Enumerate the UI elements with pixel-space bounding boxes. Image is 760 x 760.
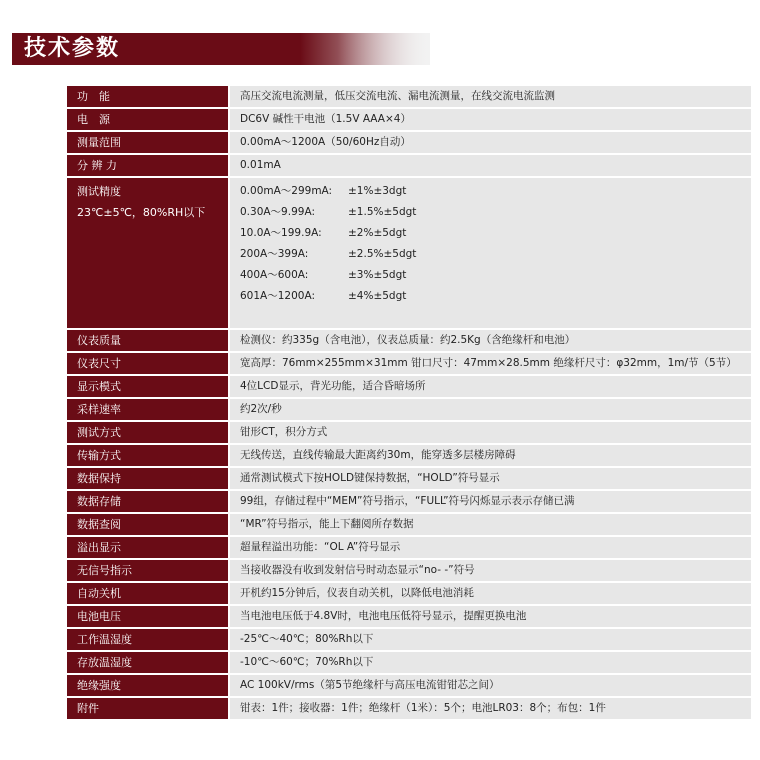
spec-value: 检测仪：约335g（含电池），仪表总质量：约2.5Kg（含绝缘杆和电池）	[228, 330, 751, 353]
spec-value: 超量程溢出功能：“OL A”符号显示	[228, 537, 751, 560]
spec-value: 当电池电压低于4.8V时，电池电压低符号显示，提醒更换电池	[228, 606, 751, 629]
spec-label: 显示模式	[67, 376, 228, 399]
spec-value: 0.00mA～1200A（50/60Hz自动）	[228, 132, 751, 155]
spec-label: 采样速率	[67, 399, 228, 422]
spec-label: 电池电压	[67, 606, 228, 629]
spec-value: 钳形CT，积分方式	[228, 422, 751, 445]
spec-label: 无信号指示	[67, 560, 228, 583]
spec-value: 高压交流电流测量，低压交流电流、漏电流测量，在线交流电流监测	[228, 86, 751, 109]
spec-label: 存放温湿度	[67, 652, 228, 675]
spec-value: 99组，存储过程中“MEM”符号指示，“FULL”符号闪烁显示表示存储已满	[228, 491, 751, 514]
spec-value: 无线传送，直线传输最大距离约30m，能穿透多层楼房障碍	[228, 445, 751, 468]
spec-value: 宽高厚：76mm×255mm×31mm 钳口尺寸：47mm×28.5mm 绝缘杆尺寸：φ32mm，1m/节（5节）	[228, 353, 751, 376]
spec-value: 4位LCD显示，背光功能，适合昏暗场所	[228, 376, 751, 399]
spec-row	[67, 330, 751, 353]
accuracy-range: 10.0A～199.9A:	[240, 227, 322, 239]
spec-value: DC6V 碱性干电池（1.5V AAA×4）	[228, 109, 751, 132]
accuracy-condition: 23℃±5℃，80%RH以下	[77, 206, 206, 219]
spec-label: 电 源	[67, 109, 228, 132]
accuracy-tolerance: ±2%±5dgt	[348, 227, 407, 239]
section-title: 技术参数	[24, 36, 121, 61]
spec-label: 附件	[67, 698, 228, 721]
accuracy-range: 0.00mA～299mA:	[240, 185, 333, 197]
spec-value: “MR”符号指示，能上下翻阅所存数据	[228, 514, 751, 537]
spec-label: 数据保持	[67, 468, 228, 491]
spec-label: 工作温湿度	[67, 629, 228, 652]
spec-row	[67, 445, 751, 468]
spec-label: 测试方式	[67, 422, 228, 445]
accuracy-range: 601A～1200A:	[240, 290, 315, 302]
accuracy-line	[240, 244, 751, 265]
spec-value: 0.01mA	[228, 155, 751, 178]
spec-label: 传输方式	[67, 445, 228, 468]
spec-row	[67, 537, 751, 560]
spec-value: -10℃～60℃；70%Rh以下	[228, 652, 751, 675]
accuracy-line	[240, 265, 751, 286]
spec-row	[67, 468, 751, 491]
spec-row-accuracy	[67, 178, 751, 330]
spec-row	[67, 514, 751, 537]
spec-row	[67, 675, 751, 698]
accuracy-tolerance: ±3%±5dgt	[348, 269, 407, 281]
spec-label: 溢出显示	[67, 537, 228, 560]
spec-label: 自动关机	[67, 583, 228, 606]
spec-row	[67, 422, 751, 445]
spec-row	[67, 399, 751, 422]
spec-label: 数据查阅	[67, 514, 228, 537]
spec-label: 分 辨 力	[67, 155, 228, 178]
accuracy-tolerance: ±4%±5dgt	[348, 290, 407, 302]
spec-row	[67, 353, 751, 376]
spec-row	[67, 652, 751, 675]
spec-row	[67, 606, 751, 629]
spec-row	[67, 132, 751, 155]
spec-value: 通常测试模式下按HOLD键保持数据，“HOLD”符号显示	[228, 468, 751, 491]
spec-value: 开机约15分钟后，仪表自动关机，以降低电池消耗	[228, 583, 751, 606]
spec-row	[67, 155, 751, 178]
accuracy-range: 0.30A～9.99A:	[240, 206, 315, 218]
accuracy-range: 200A～399A:	[240, 248, 309, 260]
accuracy-range: 400A～600A:	[240, 269, 309, 281]
spec-value: AC 100kV/rms（第5节绝缘杆与高压电流钳钳芯之间）	[228, 675, 751, 698]
spec-row	[67, 629, 751, 652]
spec-value: 约2次/秒	[228, 399, 751, 422]
spec-label: 仪表尺寸	[67, 353, 228, 376]
spec-value-accuracy	[228, 178, 751, 330]
spec-label-accuracy	[67, 178, 228, 330]
spec-row	[67, 698, 751, 721]
accuracy-line	[240, 223, 751, 244]
spec-table	[67, 86, 751, 721]
spec-label: 绝缘强度	[67, 675, 228, 698]
spec-value: -25℃～40℃；80%Rh以下	[228, 629, 751, 652]
accuracy-tolerance: ±1%±3dgt	[348, 185, 407, 197]
accuracy-tolerance: ±1.5%±5dgt	[348, 206, 417, 218]
spec-label: 测量范围	[67, 132, 228, 155]
spec-value: 钳表：1件；接收器：1件；绝缘杆（1米）：5个；电池LR03：8个；布包：1件	[228, 698, 751, 721]
accuracy-line	[240, 181, 751, 202]
accuracy-line	[240, 286, 751, 307]
spec-row	[67, 583, 751, 606]
spec-row	[67, 560, 751, 583]
spec-label: 功 能	[67, 86, 228, 109]
spec-row	[67, 109, 751, 132]
spec-label: 仪表质量	[67, 330, 228, 353]
accuracy-line	[240, 202, 751, 223]
spec-row	[67, 86, 751, 109]
section-header-fade	[300, 33, 430, 65]
spec-value: 当接收器没有收到发射信号时动态显示“no- -”符号	[228, 560, 751, 583]
spec-row	[67, 376, 751, 399]
accuracy-tolerance: ±2.5%±5dgt	[348, 248, 417, 260]
accuracy-label: 测试精度	[77, 185, 121, 198]
spec-row	[67, 491, 751, 514]
spec-label: 数据存储	[67, 491, 228, 514]
